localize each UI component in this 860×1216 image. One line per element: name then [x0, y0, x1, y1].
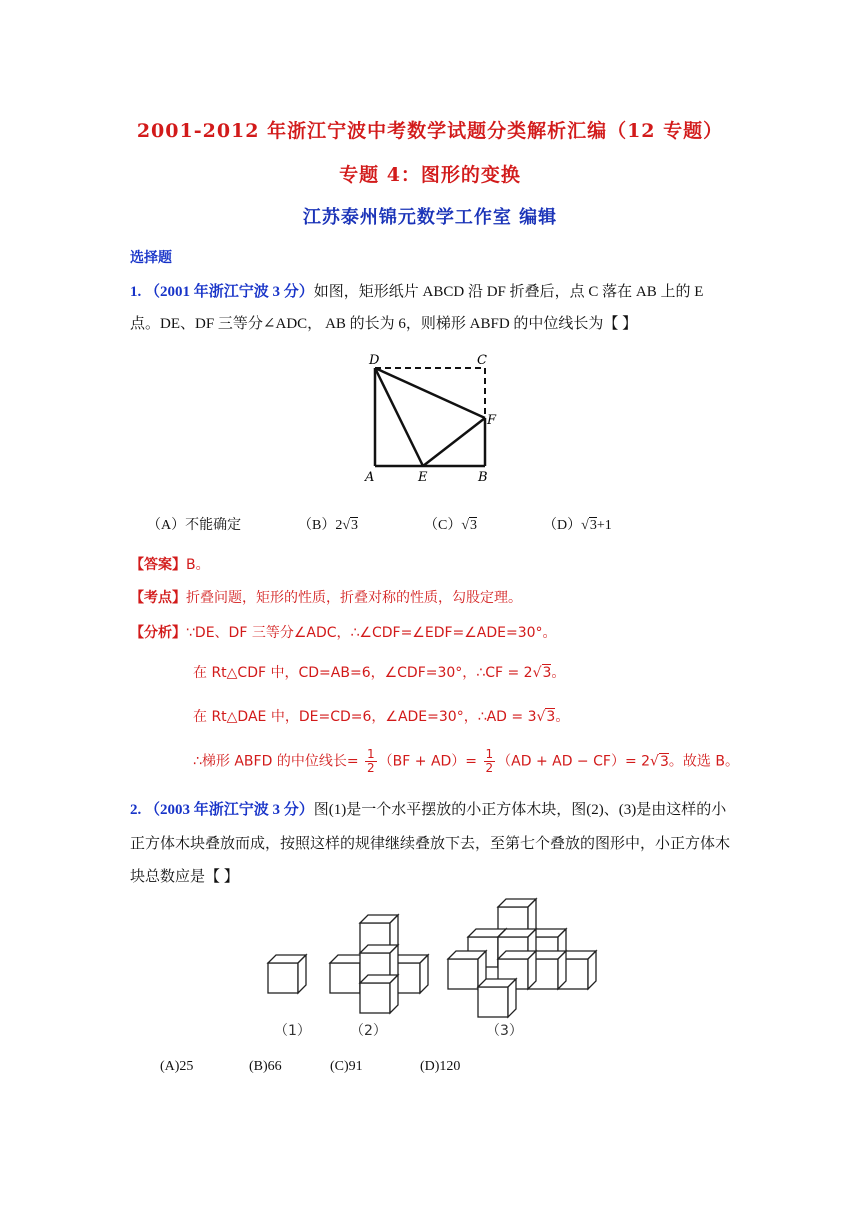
fenxi-text-1: ∵DE、DF 三等分∠ADC，∴∠CDF=∠EDF=∠ADE=30°。 — [186, 625, 557, 641]
option-b: (B)66 — [249, 1059, 282, 1074]
fenxi-radicand-3: 3 — [546, 709, 556, 725]
answer-line — [130, 554, 210, 574]
segment-DE — [375, 368, 423, 466]
fenxi-text-3b: 。 — [555, 709, 570, 725]
fenxi-text-4b: （BF + AD）= — [378, 753, 478, 770]
label-F: F — [487, 413, 497, 428]
fenxi-line3: 在 Rt△DAE 中，DE=CD=6，∠ADE=30°，∴AD = 3√3。 — [193, 709, 570, 725]
fenxi-line1 — [130, 622, 557, 642]
option-b-radicand: 3 — [351, 518, 359, 533]
kaodian-tag: 【考点】 — [130, 590, 186, 606]
caption-1: （1） — [274, 1023, 311, 1039]
fraction-half-2 — [484, 748, 496, 775]
question-number: 1. — [130, 284, 142, 300]
option-d-prefix: （D） — [543, 518, 582, 533]
option-c: (C)91 — [330, 1059, 363, 1074]
fenxi-radicand-2: 3 — [542, 665, 552, 681]
fenxi-tag: 【分析】 — [130, 625, 186, 641]
option-d: (D)120 — [420, 1059, 461, 1074]
kaodian-text: 折叠问题，矩形的性质，折叠对称的性质，勾股定理。 — [186, 590, 522, 606]
option-d-radicand: 3 — [589, 518, 597, 533]
question-1-line1 — [130, 276, 703, 308]
kaodian-line — [130, 587, 522, 607]
label-C: C — [477, 353, 487, 368]
option-a: (A)25 — [160, 1059, 194, 1074]
option-b: （B）2√3 — [298, 518, 359, 533]
answer-tag: 【答案】 — [130, 557, 186, 573]
question-text: 如图，矩形纸片 ABCD 沿 DF 折叠后，点 C 落在 AB 上的 E — [313, 284, 704, 300]
cube-stack-2 — [330, 915, 428, 1013]
question-2-line1 — [130, 794, 726, 826]
fenxi-line4: ∴梯形 ABFD 的中位线长= $\frac{1}{2}$ （BF + AD）= $\frac{1}{2}$ （AD + AD − CF）= 2√3。故选 B。 — [193, 747, 739, 775]
question-2-line3: 块总数应是【 】 — [130, 869, 239, 885]
label-B: B — [478, 470, 488, 485]
editor-line: 江苏泰州锦元数学工作室 编辑 — [302, 207, 558, 228]
segment-EF — [423, 418, 485, 466]
question-text: 图(1)是一个水平摆放的小正方体木块，图(2)、(3)是由这样的小 — [313, 802, 727, 818]
option-d-suffix: +1 — [596, 518, 612, 533]
fenxi-line2: 在 Rt△CDF 中，CD=AB=6，∠CDF=30°，∴CF = 2√3。 — [193, 665, 566, 681]
option-a: （A）不能确定 — [147, 518, 242, 533]
page-title: 2001-2012 年浙江宁波中考数学试题分类解析汇编（12 专题） — [136, 120, 724, 142]
cube-single — [268, 955, 306, 993]
option-d: （D）√3+1 — [543, 518, 612, 533]
fenxi-text-2b: 。 — [551, 665, 566, 681]
fenxi-radicand-4: 3 — [659, 753, 669, 770]
fenxi-text-2a: 在 Rt△CDF 中，CD=AB=6，∠CDF=30°，∴CF = 2 — [193, 665, 533, 681]
fenxi-text-3a: 在 Rt△DAE 中，DE=CD=6，∠ADE=30°，∴AD = 3 — [193, 709, 537, 725]
fraction-numerator: 1 — [485, 747, 494, 761]
caption-2: （2） — [350, 1023, 387, 1039]
question-2-line2: 正方体木块叠放而成，按照这样的规律继续叠放下去，至第七个叠放的图形中，小正方体木 — [130, 836, 731, 852]
question-1-line2: 点。DE、DF 三等分∠ADC， AB 的长为 6，则梯形 ABFD 的中位线长为【 】 — [130, 316, 638, 332]
rectangle-fold-figure — [355, 348, 515, 488]
fenxi-text-4c: （AD + AD − CF）= 2 — [497, 753, 651, 770]
answer-value: B。 — [186, 557, 210, 573]
option-b-prefix: （B）2 — [298, 518, 343, 533]
question-source: （2003 年浙江宁波 3 分） — [145, 802, 314, 818]
label-A: A — [365, 470, 375, 485]
cube-stack-3 — [448, 899, 596, 1017]
fenxi-text-4a: ∴梯形 ABFD 的中位线长= — [193, 753, 359, 770]
label-D: D — [369, 353, 380, 368]
segment-DF — [375, 368, 485, 418]
cube-stack-figures — [250, 895, 610, 1055]
option-c-prefix: （C） — [424, 518, 462, 533]
label-E: E — [418, 470, 428, 485]
fraction-denominator: 2 — [485, 761, 494, 775]
option-c: （C）√3 — [424, 518, 478, 533]
caption-3: （3） — [486, 1023, 523, 1039]
fraction-numerator: 1 — [367, 747, 375, 761]
question-source: （2001 年浙江宁波 3 分） — [145, 284, 314, 300]
question-number: 2. — [130, 802, 142, 818]
fraction-denominator: 2 — [367, 761, 375, 775]
page-subtitle: 专题 4：图形的变换 — [339, 164, 521, 186]
fraction-half-1 — [365, 748, 377, 775]
section-label: 选择题 — [130, 250, 172, 266]
fenxi-text-4d: 。故选 B。 — [668, 753, 739, 770]
option-c-radicand: 3 — [470, 518, 478, 533]
